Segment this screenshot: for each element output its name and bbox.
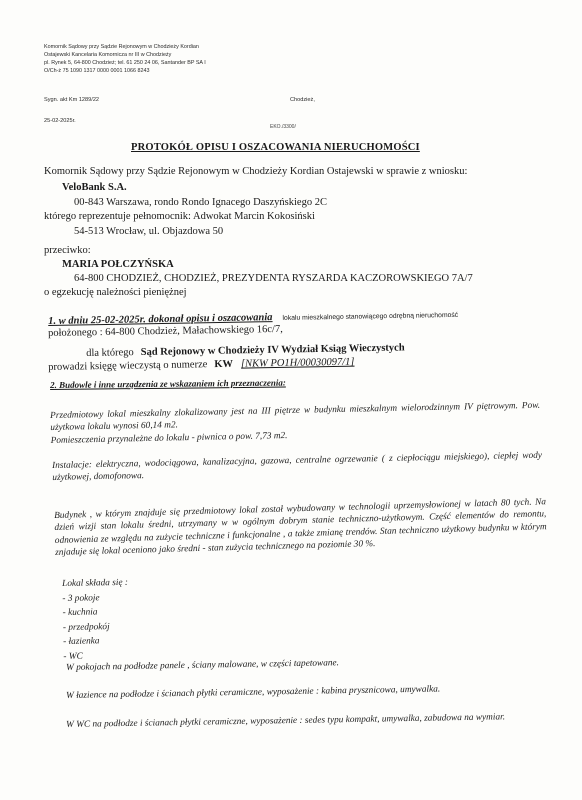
section-2-heading: 2. Budowle i inne urządzenia ze wskazaniem ich przeznaczenia: [50, 377, 286, 390]
wc-finish-text: W WC na podłodze i ścianach płytki ceramiczne, wyposażenie : sedes typu kompakt, umywalka, zabudowa na wymiar. [66, 712, 506, 730]
bathroom-finish-text: W łazience na podłodze i ścianach płytki ceramiczne, wyposażenie : kabina prysznicowa, umywalka. [66, 684, 441, 701]
bailiff-stamp-header [44, 43, 206, 75]
header-line: pl. Rynek 5, 64-800 Chodzież; tel. 61 250 24 06, Santander BP SA I [44, 60, 206, 66]
register-kw: KW [214, 358, 234, 371]
court-prefix: dla którego [86, 347, 134, 359]
creditor-name: VeloBank S.A. [62, 182, 127, 193]
header-line: O/Ch-ż 75 1090 1317 0000 0001 1066 8243 [44, 68, 150, 74]
register-prefix: prowadzi księgę wieczystą o numerze [48, 359, 208, 373]
intro-text: Komornik Sądowy przy Sądzie Rejonowym w Chodzieży Kordian Ostajewski w sprawie z wniosku: [44, 166, 468, 177]
debtor-address: 64-800 CHODZIEŻ, CHODZIEŻ, PREZYDENTA RYSZARDA KACZOROWSKIEGO 7A/7 [74, 273, 473, 284]
document-date: 25-02-2025r. [44, 118, 76, 124]
reference-code: EKO./3300/ [270, 124, 296, 130]
list-item: - przedpokój [62, 621, 110, 633]
description-text: Przedmiotowy lokal mieszkalny zlokalizowany jest na III piętrze w budynku mieszkalnym wielorodzinnym IV piętrowym. Pow. użytkowa lokalu wynosi 60,14 m2. [50, 400, 541, 434]
rooms-finish-text: W pokojach na podłodze panele , ściany malowane, w części tapetowane. [66, 658, 340, 673]
installations-paragraph: Instalacje: elektryczna, wodociągowa, kanalizacyjna, gazowa, centralne ogrzewanie ( z ciepłociągu miejskiego), ciepłej wody użytkowej, domofonowa. [52, 450, 543, 484]
representative-text: którego reprezentuje pełnomocnik: Adwokat Marcin Kokosiński [44, 211, 315, 222]
section-1-heading: 1. w dniu 25-02-2025r. dokonał opisu i oszacowania [48, 312, 273, 327]
list-item: - łazienka [63, 636, 100, 647]
building-paragraph: Budynek , w którym znajduje się przedmiotowy lokal został wybudowany w technologii uprzemysłowionej w latach 80 tych. Na dzień wizji stan lokalu średni, utrzymany w w ogólnym dobrym stanie techniczno-użytkowym. Część elementów do remontu, odnowienia ze względu na zużycie techniczne i funkcjonalne , a także zmianę trendów. Stan techniczno użytkowy budynku w którym znjaduje się lokal oceniono jako średni - stan zużycia technicznego na poziomie 30 %. [54, 497, 547, 558]
debtor-name: MARIA POŁCZYŃSKA [62, 259, 174, 270]
document-title: PROTOKÓŁ OPISU I OSZACOWANIA NIERUCHOMOŚCI [131, 142, 420, 153]
header-line: Ostajewski Kancelaria Komornicza nr III w Chodzieży [44, 52, 172, 58]
list-item: - kuchnia [62, 607, 98, 618]
property-location: położonego : 64-800 Chodzież, Małachowskiego 16c/7, [48, 323, 283, 339]
court-name: Sąd Rejonowy w Chodzieży IV Wydział Ksiąg Wieczystych [140, 342, 405, 359]
enforcement-type: o egzekucję należności pieniężnej [44, 287, 187, 298]
place-name: Chodzież, [290, 97, 315, 103]
list-item: - 3 pokoje [62, 592, 100, 604]
creditor-address: 00-843 Warszawa, rondo Rondo Ignacego Daszyńskiego 2C [74, 197, 327, 208]
rooms-list [62, 576, 129, 664]
description-paragraph [50, 400, 541, 447]
representative-address: 54-513 Wrocław, ul. Objazdowa 50 [74, 226, 224, 237]
rooms-list-title: Lokal składa się : [62, 577, 129, 589]
description-text: Pomieszczenia przynależne do lokalu - piwnica o pow. 7,73 m2. [50, 430, 288, 446]
register-number: [NKW PO1H/00030097/1] [240, 356, 355, 370]
case-number: Sygn. akt Km 1289/22 [44, 97, 100, 103]
list-item: - WC [63, 651, 83, 662]
header-line: Komornik Sądowy przy Sądzie Rejonowym w Chodzieży Kordian [44, 44, 199, 50]
section-1-heading-tail: lokalu mieszkalnego stanowiącego odrębną nieruchomość [282, 311, 459, 322]
against-label: przeciwko: [44, 245, 91, 256]
